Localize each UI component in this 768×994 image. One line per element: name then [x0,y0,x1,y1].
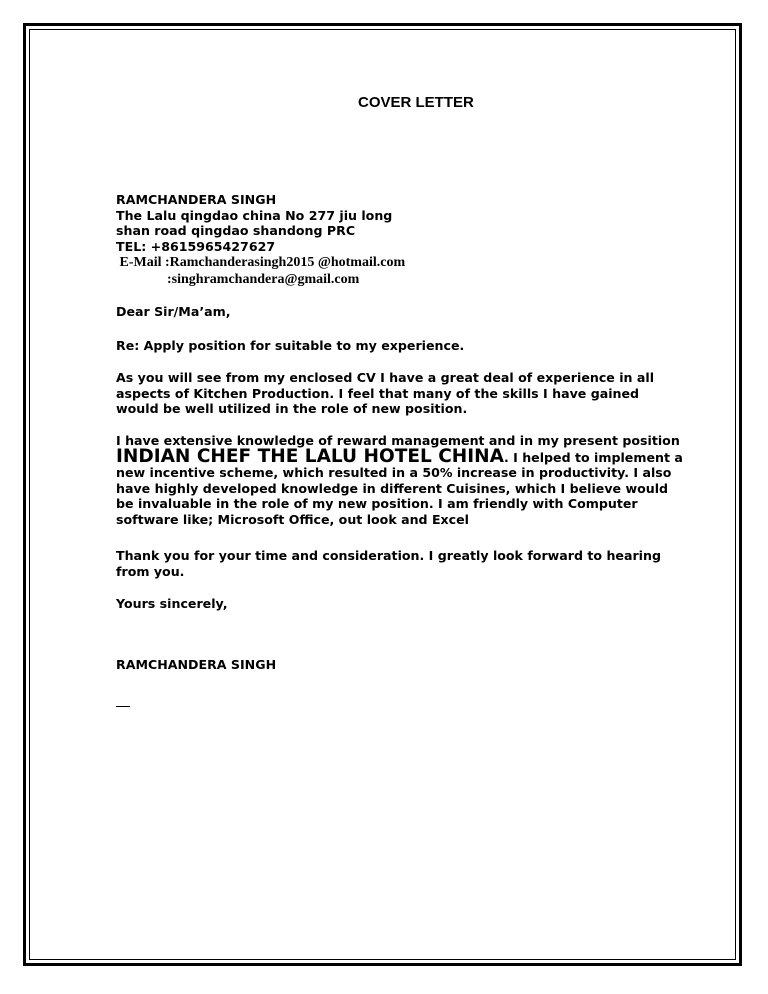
paragraph-thanks: Thank you for your time and consideration. I greatly look forward to hearing from you. [116,548,661,579]
paragraph-knowledge [116,433,686,528]
sender-address-line2: shan road qingdao shandong PRC [116,223,356,239]
subject-line: Re: Apply position for suitable to my experience. [116,338,465,353]
sender-email-line2: :singhramchandera@gmail.com [167,272,360,288]
position-emphasis: INDIAN CHEF THE LALU HOTEL CHINA [116,445,504,467]
sender-address-line1: The Lalu qingdao china No 277 jiu long [116,207,393,223]
sender-email-line1: E-Mail :Ramchanderasingh2015 @hotmail.com [116,255,406,271]
paragraph-knowledge-intro: I have extensive knowledge of reward management and in my present position [116,433,680,448]
sender-block [116,192,686,288]
signature-name: RAMCHANDERA SINGH [116,657,277,672]
sender-tel: TEL: +8615965427627 [116,238,276,254]
salutation: Dear Sir/Ma’am, [116,304,231,319]
letter-title: COVER LETTER [358,94,474,111]
signature-underline [116,706,130,707]
paragraph-knowledge-rest: . I helped to implement a new incentive scheme, which resulted in a 50% increase in productivity. I also have highly developed knowledge in different Cuisines, which I believe would be invaluable in the role of my new position. I am friendly with Computer software like; Microsoft Office, out look and Excel [116,449,683,527]
sender-name: RAMCHANDERA SINGH [116,192,277,207]
closing: Yours sincerely, [116,596,228,611]
paragraph-experience: As you will see from my enclosed CV I have a great deal of experience in all aspects of Kitchen Production. I feel that many of the skills I have gained would be well utilized in the role of new position. [116,370,655,417]
